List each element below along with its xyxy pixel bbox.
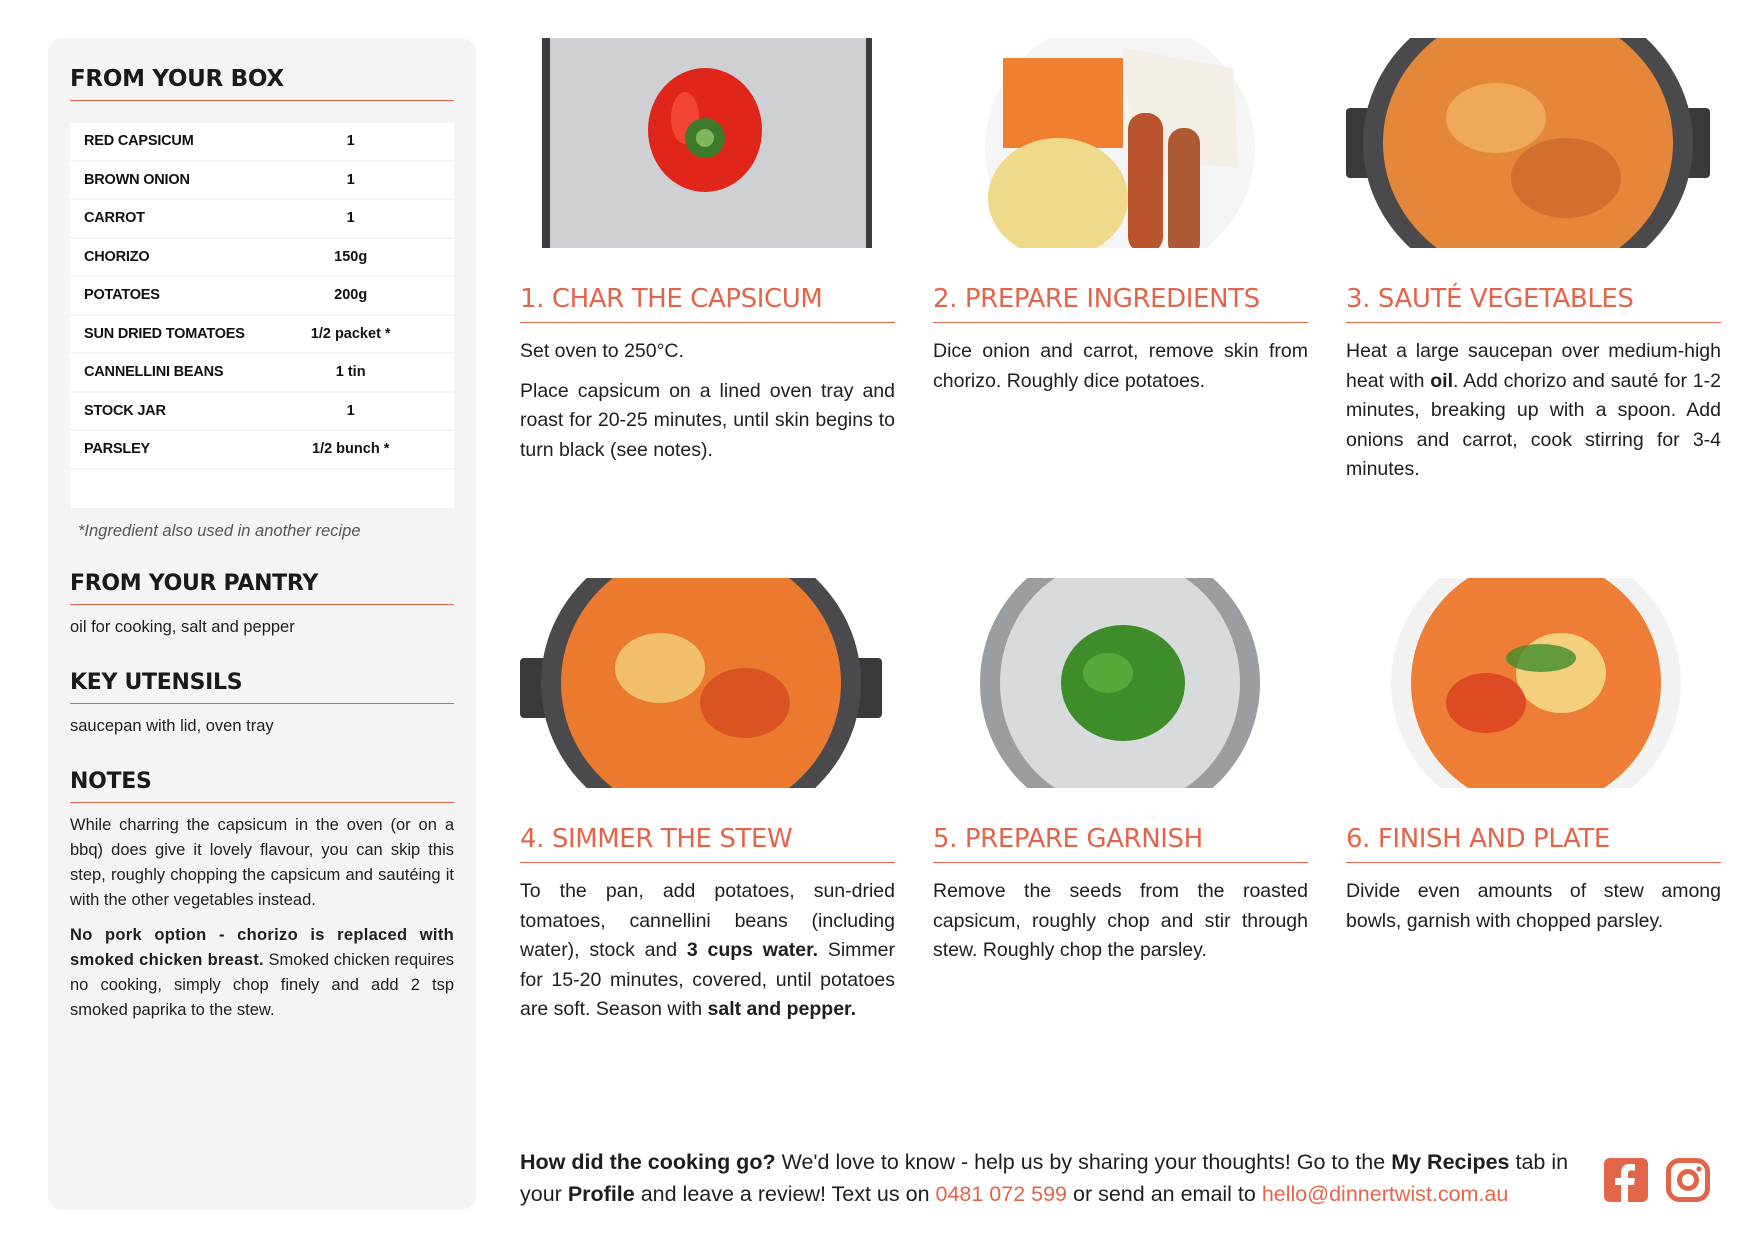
step-2 <box>933 38 1308 396</box>
ingredient-qty: 1/2 bunch * <box>277 431 454 468</box>
step-4-text-bold: 3 cups water. <box>686 939 819 961</box>
step-1-title: 1. CHAR THE CAPSICUM <box>520 284 895 323</box>
step-2-title: 2. PREPARE INGREDIENTS <box>933 284 1308 323</box>
ingredient-qty: 1 <box>277 200 454 237</box>
step-1-text-2: Place capsicum on a lined oven tray and roast for 20-25 minutes, until skin begins to turn black (see notes). <box>520 379 895 461</box>
notes-title: NOTES <box>70 769 454 803</box>
email-link[interactable]: hello@dinnertwist.com.au <box>1261 1182 1509 1206</box>
plated-stew-image <box>1346 578 1721 788</box>
profile-link[interactable]: Profile <box>567 1182 635 1206</box>
pantry-section <box>70 571 454 640</box>
step-4-title: 4. SIMMER THE STEW <box>520 824 895 863</box>
step-4-photo <box>520 578 895 788</box>
box-title: FROM YOUR BOX <box>70 66 454 101</box>
step-1-photo <box>520 38 895 248</box>
table-row <box>70 162 454 199</box>
step-3-text-bold: oil <box>1430 369 1454 392</box>
table-row-empty <box>70 470 454 508</box>
sidebar <box>48 38 476 1210</box>
stew-pot-image <box>520 578 895 788</box>
feedback-footer <box>520 1146 1585 1210</box>
step-4 <box>520 578 895 1025</box>
ingredient-name: SUN DRIED TOMATOES <box>70 316 277 353</box>
pantry-title: FROM YOUR PANTRY <box>70 571 454 605</box>
capsicum-tray-image <box>520 38 895 248</box>
ingredient-name: STOCK JAR <box>70 393 277 430</box>
footer-text: and leave a review! Text us on <box>634 1182 936 1206</box>
step-3 <box>1346 38 1721 485</box>
step-1-text-1: Set oven to 250°C. <box>520 340 684 362</box>
ingredients-table <box>70 121 454 510</box>
utensils-title: KEY UTENSILS <box>70 670 454 704</box>
step-3-title: 3. SAUTÉ VEGETABLES <box>1346 284 1721 323</box>
step-4-text-1 <box>520 877 895 1025</box>
ingredient-name: BROWN ONION <box>70 162 277 199</box>
instagram-icon[interactable] <box>1666 1158 1710 1202</box>
step-1 <box>520 38 895 465</box>
ingredient-qty: 1 <box>277 393 454 430</box>
table-row <box>70 239 454 276</box>
ingredient-name: CHORIZO <box>70 239 277 276</box>
notes-text-2 <box>70 923 454 1023</box>
table-row <box>70 200 454 237</box>
notes-text-1: While charring the capsicum in the oven (or on a bbq) does give it lovely flavour, you can skip this step, roughly chopping the capsicum and sautéing it with the other vegetables instead. <box>70 815 454 909</box>
footer-text: We'd love to know - help us by sharing your thoughts! Go to the <box>775 1150 1392 1174</box>
step-4-text-part: To the pan, add potatoes, sun-dried tomatoes, cannellini beans (including water), stock and <box>520 880 895 961</box>
ingredient-qty: 1 <box>277 123 454 160</box>
step-6 <box>1346 578 1721 936</box>
ingredients-plate-image <box>933 38 1308 248</box>
ingredient-qty: 1 <box>277 162 454 199</box>
saute-pan-image <box>1346 38 1721 248</box>
footer-text: or send an email to <box>1067 1182 1262 1206</box>
notes-section <box>70 769 454 1023</box>
step-5-title: 5. PREPARE GARNISH <box>933 824 1308 863</box>
step-5-text-1: Remove the seeds from the roasted capsicum, roughly chop and stir through stew. Roughly chop the parsley. <box>933 880 1308 961</box>
ingredient-name: PARSLEY <box>70 431 277 468</box>
table-row <box>70 431 454 468</box>
step-6-text-1: Divide even amounts of stew among bowls, garnish with chopped parsley. <box>1346 880 1721 932</box>
step-4-text-part: Simmer for 15-20 minutes, covered, until potatoes are soft. Season with <box>520 939 895 1020</box>
notes-bold: No pork option - chorizo is replaced with smoked chicken breast. <box>70 925 454 969</box>
footer-question: How did the cooking go? <box>520 1150 776 1174</box>
ingredient-name: RED CAPSICUM <box>70 123 277 160</box>
ingredient-qty: 1 tin <box>277 354 454 391</box>
step-6-photo <box>1346 578 1721 788</box>
parsley-bowl-image <box>933 578 1308 788</box>
table-row <box>70 354 454 391</box>
notes-rest: Smoked chicken requires no cooking, simply chop finely and add 2 tsp smoked paprika to the stew. <box>70 950 454 1019</box>
step-3-photo <box>1346 38 1721 248</box>
table-row <box>70 123 454 160</box>
ingredient-name: POTATOES <box>70 277 277 314</box>
pantry-text: oil for cooking, salt and pepper <box>70 617 295 636</box>
ingredient-qty: 1/2 packet * <box>277 316 454 353</box>
table-row <box>70 393 454 430</box>
step-6-title: 6. FINISH AND PLATE <box>1346 824 1721 863</box>
ingredient-name: CARROT <box>70 200 277 237</box>
footer-text: tab in your <box>520 1150 1569 1206</box>
phone-link[interactable]: 0481 072 599 <box>935 1182 1068 1206</box>
facebook-icon[interactable] <box>1604 1158 1648 1202</box>
ingredient-qty: 200g <box>277 277 454 314</box>
ingredient-footnote: *Ingredient also used in another recipe <box>78 521 361 540</box>
my-recipes-link[interactable]: My Recipes <box>1391 1150 1510 1174</box>
table-row <box>70 277 454 314</box>
table-row <box>70 316 454 353</box>
ingredient-qty: 150g <box>277 239 454 276</box>
step-3-text-part: Heat a large saucepan over medium-high heat with <box>1346 340 1721 392</box>
step-2-photo <box>933 38 1308 248</box>
step-3-text-1 <box>1346 337 1721 485</box>
utensils-section <box>70 670 454 739</box>
step-3-text-part: . Add chorizo and sauté for 1-2 minutes, breaking up with a spoon. Add onions and carrot, cook stirring for 3-4 minutes. <box>1346 369 1721 480</box>
step-5-photo <box>933 578 1308 788</box>
step-5 <box>933 578 1308 966</box>
step-2-text-1: Dice onion and carrot, remove skin from chorizo. Roughly dice potatoes. <box>933 340 1308 392</box>
utensils-text: saucepan with lid, oven tray <box>70 716 274 735</box>
step-4-text-bold: salt and pepper. <box>707 998 856 1020</box>
ingredient-name: CANNELLINI BEANS <box>70 354 277 391</box>
